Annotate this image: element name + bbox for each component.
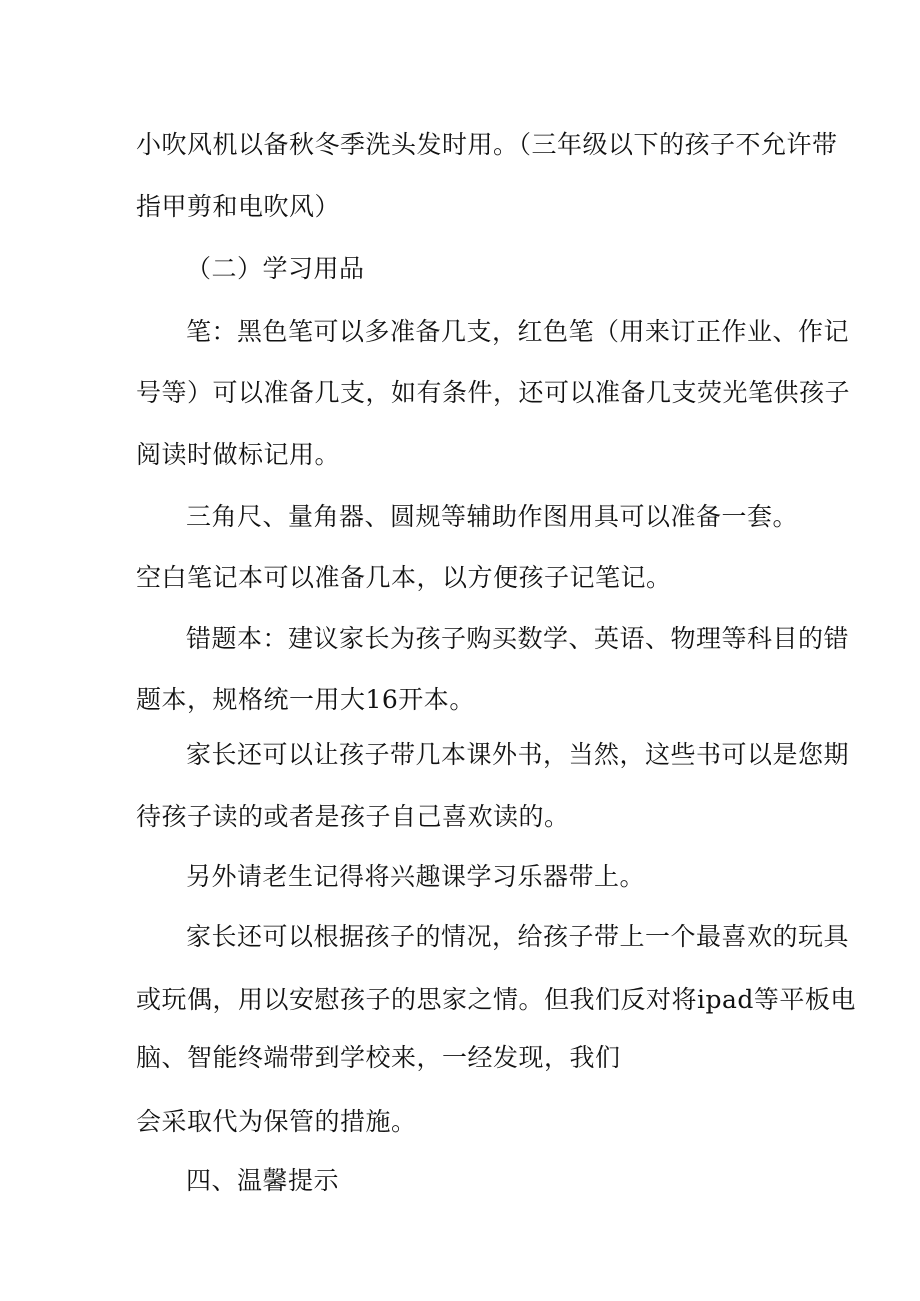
text-line: 家长还可以让孩子带几本课外书，当然，这些书可以是您期 xyxy=(186,740,850,769)
text-line: 三角尺、量角器、圆规等辅助作图用具可以准备一套。 xyxy=(186,502,799,531)
text-line: 小吹风机以备秋冬季洗头发时用。（三年级以下的孩子不允许带 xyxy=(136,130,838,159)
text-line: 或玩偶，用以安慰孩子的思家之情。但我们反对将ipad等平板电 xyxy=(136,985,856,1014)
text-line: 另外请老生记得将兴趣课学习乐器带上。 xyxy=(186,862,646,891)
text-line: 脑、智能终端带到学校来，一经发现，我们 xyxy=(136,1043,621,1072)
text-line: 家长还可以根据孩子的情况，给孩子带上一个最喜欢的玩具 xyxy=(186,922,850,951)
section-heading: （二）学习用品 xyxy=(186,254,365,283)
text-line: 错题本：建议家长为孩子购买数学、英语、物理等科目的错 xyxy=(186,624,850,653)
text-line: 笔：黑色笔可以多准备几支，红色笔（用来订正作业、作记 xyxy=(186,317,850,346)
text-line: 号等）可以准备几支，如有条件，还可以准备几支荧光笔供孩子 xyxy=(136,378,851,407)
text-line: 空白笔记本可以准备几本，以方便孩子记笔记。 xyxy=(136,563,672,592)
text-line: 指甲剪和电吹风） xyxy=(136,192,341,221)
text-line: 题本，规格统一用大16开本。 xyxy=(136,685,475,714)
text-line: 会采取代为保管的措施。 xyxy=(136,1107,417,1136)
text-line: 阅读时做标记用。 xyxy=(136,440,341,469)
section-heading: 四、温馨提示 xyxy=(186,1166,340,1195)
text-line: 待孩子读的或者是孩子自己喜欢读的。 xyxy=(136,802,570,831)
